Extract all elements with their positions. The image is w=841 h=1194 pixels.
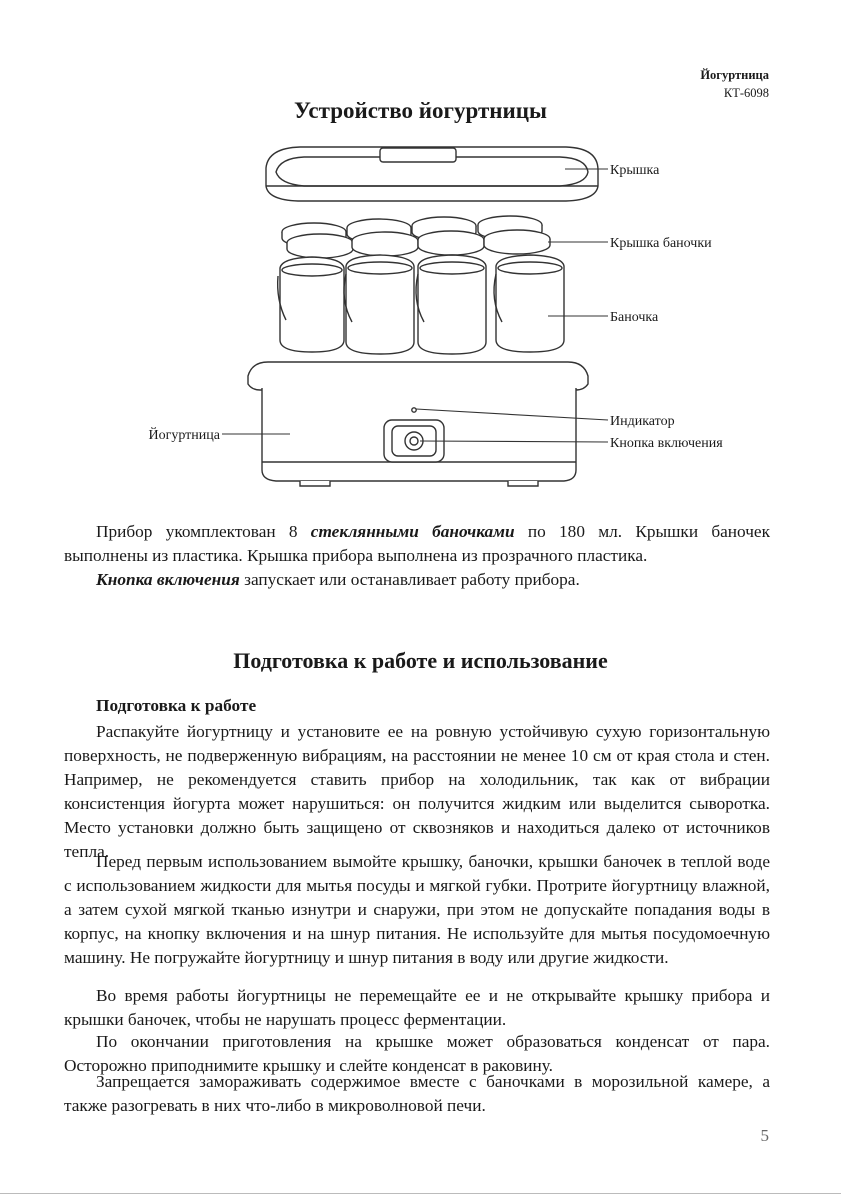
header-product: Йогуртница (700, 68, 769, 82)
label-jar-lid: Крышка баночки (610, 236, 712, 251)
body-paragraph: Во время работы йогуртницы не перемещайте ее и не открывайте крышку прибора и крышки баночек, чтобы не нарушать процесс ферментации. (64, 986, 770, 1029)
intro-p1-emphasis: стеклянными баночками (310, 522, 515, 541)
page-number: 5 (760, 1126, 769, 1145)
body-paragraph: Перед первым использованием вымойте крышку, баночки, крышки баночек в теплой воде с использованием жидкости для мытья посуды и мягкой губки. Протрите йогуртницу влажной, а затем сухой мягкой тканью изнутри и снаружи, при этом не допускайте попадания воды в корпус, на кнопку включения и на шнур питания. Не используйте для мытья посудомоечную машину. Не погружайте йогуртницу и шнур питания в воду или другие жидкости. (64, 852, 770, 967)
jar-lids-drawing (282, 216, 550, 258)
body-paragraph: Запрещается замораживать содержимое вместе с баночками в морозильной камере, а также разогревать в них что-либо в микроволновой печи. (64, 1072, 770, 1115)
subheading-preparation: Подготовка к работе (96, 696, 257, 715)
label-power-button: Кнопка включения (610, 436, 723, 451)
intro-paragraph-2 (64, 568, 770, 592)
section-title-preparation: Подготовка к работе и использование (233, 648, 608, 673)
jars-drawing (278, 255, 564, 354)
header-model: КТ-6098 (723, 86, 769, 100)
label-lid: Крышка (610, 163, 660, 178)
yogurt-maker-diagram (0, 0, 841, 520)
base-drawing (248, 362, 588, 486)
label-indicator: Индикатор (610, 414, 675, 429)
section-title-device: Устройство йогуртницы (294, 98, 547, 123)
intro-paragraph-1 (64, 520, 770, 568)
intro-p1-start: Прибор укомплектован 8 (96, 522, 311, 541)
label-jar: Баночка (610, 310, 659, 325)
intro-p2-end: запускает или останавливает работу прибора. (239, 570, 580, 589)
body-paragraph: Распакуйте йогуртницу и установите ее на ровную устойчивую сухую горизонтальную поверхность, не подверженную вибрациям, на расстоянии не менее 10 см от края стола и стен. Например, не рекомендуется ставить прибор на холодильник, так как от вибрации консистенция йогурта может нарушиться: он получится жидким или выделится сыворотка. Место установки должно быть защищено от сквозняков и находиться далеко от источников тепла. (64, 722, 770, 861)
label-yogurt-maker: Йогуртница (148, 428, 220, 443)
intro-p2-emphasis: Кнопка включения (96, 570, 240, 589)
lid-drawing (266, 147, 598, 201)
intro-p1-end: по 180 мл. Крышки баночек выполнены из пластика. Крышка прибора выполнена из прозрачного пластика. (64, 522, 770, 565)
body-paragraph: По окончании приготовления на крышке может образоваться конденсат от пара. Осторожно приподнимите крышку и слейте конденсат в раковину. (64, 1032, 770, 1075)
